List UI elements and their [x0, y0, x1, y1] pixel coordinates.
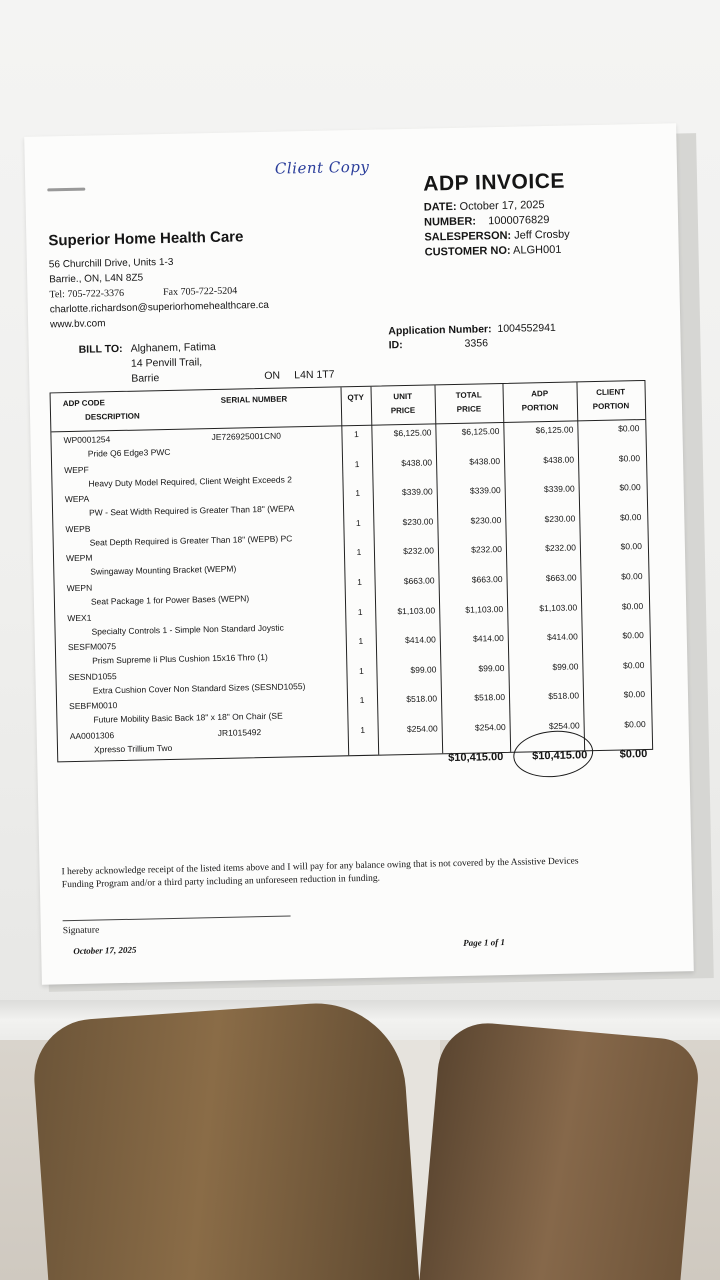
company-web: www.bv.com [50, 318, 106, 331]
cell-code: AA0001306 [69, 730, 115, 742]
invoice-date: October 17, 2025 [459, 199, 545, 213]
cell-code: WEPA [64, 493, 90, 505]
cell-adp: $1,103.00 [539, 602, 578, 613]
cell-code: WP0001254 [63, 434, 111, 446]
cell-desc: Xpresso Trillium Two [93, 742, 173, 755]
invoice-table [50, 380, 654, 762]
acknowledgement-text: I hereby acknowledge receipt of the listed items above and I will pay for any balance owing that is not covered by the Assistive Devices Funding Program and/or a third party including an unforeseen reduction in funding. [61, 856, 579, 891]
cell-unit: $414.00 [404, 634, 436, 646]
company-fax: Fax 705-722-5204 [162, 285, 238, 299]
cell-client: $0.00 [623, 689, 646, 700]
header-client-2: PORTION [592, 401, 630, 412]
application-id: 3356 [464, 337, 489, 350]
cell-qty: 1 [360, 724, 366, 736]
cell-code: SEBFM0010 [69, 700, 118, 712]
adp-total: $10,415.00 [532, 749, 588, 763]
cell-unit: $254.00 [406, 723, 438, 735]
cell-qty: 1 [355, 517, 361, 528]
footer-date: October 17, 2025 [73, 944, 137, 957]
header-adp-1: ADP [531, 389, 549, 399]
cell-unit: $339.00 [401, 486, 433, 498]
id-label: ID: [388, 339, 403, 352]
cell-adp: $414.00 [546, 631, 578, 643]
cell-adp: $438.00 [543, 454, 575, 465]
cell-client: $0.00 [618, 423, 640, 434]
handwritten-note: Client Copy [274, 157, 370, 178]
cell-total: $6,125.00 [461, 426, 500, 437]
cell-qty: 1 [359, 695, 365, 706]
footer-page: Page 1 of 1 [463, 937, 506, 948]
cell-client: $0.00 [620, 541, 643, 552]
salesperson-label: SALESPERSON: [424, 229, 512, 244]
invoice-meta [424, 198, 571, 261]
cell-adp: $518.00 [548, 690, 580, 702]
salesperson: Jeff Crosby [514, 228, 570, 242]
company-tel: Tel: 705-722-3376 [49, 287, 125, 301]
cell-unit: $230.00 [402, 516, 434, 527]
leg-right [419, 1019, 702, 1280]
cell-desc: Specialty Controls 1 - Simple Non Standard Joystic [91, 622, 284, 637]
cell-unit: $6,125.00 [393, 427, 432, 439]
header-adp-2: PORTION [521, 402, 559, 413]
cell-code: WEPN [66, 582, 93, 594]
cell-qty: 1 [354, 458, 360, 469]
bill-to-city: Barrie [131, 372, 160, 385]
company-block [48, 228, 269, 333]
cell-code: SESND1055 [68, 670, 117, 682]
leg-left [30, 997, 419, 1280]
cell-adp: $339.00 [543, 483, 575, 495]
cell-total: $232.00 [471, 544, 503, 556]
header-adp-code: ADP CODE [62, 398, 105, 409]
cell-adp: $99.00 [552, 661, 579, 672]
company-address1: 56 Churchill Drive, Units 1-3 [48, 256, 174, 271]
cell-unit: $1,103.00 [397, 605, 436, 616]
company-email: charlotte.richardson@superiorhomehealthcare.ca [49, 299, 270, 316]
cell-adp: $232.00 [545, 542, 577, 554]
staple-mark [47, 188, 85, 192]
number-label: NUMBER: [423, 215, 477, 229]
cell-total: $254.00 [474, 721, 506, 733]
cell-desc: Seat Package 1 for Power Bases (WEPN) [90, 593, 250, 607]
cell-serial: JR1015492 [217, 727, 262, 738]
cell-total: $339.00 [469, 485, 501, 496]
cell-unit: $99.00 [410, 664, 437, 675]
cell-client: $0.00 [619, 482, 641, 493]
cell-client: $0.00 [623, 659, 645, 671]
cell-total: $230.00 [470, 514, 502, 526]
cell-desc: Pride Q6 Edge3 PWC [87, 446, 171, 459]
cell-qty: 1 [358, 636, 364, 647]
cell-desc: Prism Supreme Ii Plus Cushion 15x16 Thro (1) [92, 652, 268, 666]
cell-desc: PW - Seat Width Required is Greater Than 18" (WEPA [88, 503, 295, 518]
cell-unit: $518.00 [406, 693, 438, 705]
cell-desc: Heavy Duty Model Required, Client Weight Exceeds 2 [88, 473, 292, 489]
header-unit-2: PRICE [390, 405, 416, 416]
cell-total: $663.00 [471, 574, 503, 585]
cell-qty: 1 [357, 606, 363, 617]
header-description: DESCRIPTION [84, 411, 140, 422]
cell-code: WEX1 [67, 612, 92, 623]
bill-to-street: 14 Penvill Trail, [130, 356, 203, 370]
cell-desc: Seat Depth Required is Greater Than 18" (WEPB) PC [89, 533, 293, 548]
cell-qty: 1 [356, 547, 362, 558]
bill-to-postal: L4N 1T7 [294, 368, 335, 382]
cell-desc: Future Mobility Basic Back 18" x 18" On Chair (SE [93, 711, 283, 725]
cell-adp: $663.00 [545, 572, 577, 584]
cell-qty: 1 [357, 576, 363, 588]
cell-unit: $438.00 [401, 457, 433, 468]
header-serial: SERIAL NUMBER [220, 394, 288, 405]
invoice-paper [24, 123, 694, 984]
company-address2: Barrie., ON, L4N 8Z5 [49, 272, 144, 286]
cell-client: $0.00 [624, 719, 646, 730]
cell-adp: $230.00 [544, 513, 576, 524]
cell-code: WEPM [65, 552, 93, 564]
header-total-1: TOTAL [455, 390, 482, 400]
cell-desc: Swingaway Mounting Bracket (WEPM) [90, 563, 237, 578]
cell-total: $438.00 [469, 455, 501, 467]
client-total: $0.00 [619, 748, 648, 761]
cell-client: $0.00 [621, 600, 644, 612]
customer-no-label: CUSTOMER NO: [424, 244, 511, 259]
cell-code: SESFM0075 [67, 641, 117, 653]
cell-serial: JE726925001CN0 [211, 430, 282, 443]
cell-qty: 1 [358, 665, 364, 676]
bill-to-label: BILL TO: [78, 342, 123, 356]
cell-code: WEPF [64, 464, 89, 475]
cell-code: WEPB [65, 523, 91, 534]
date-label: DATE: [423, 200, 457, 214]
invoice-title: ADP INVOICE [423, 169, 566, 196]
cell-client: $0.00 [621, 571, 643, 582]
header-unit-1: UNIT [393, 391, 413, 402]
company-name: Superior Home Health Care [48, 228, 244, 250]
cell-adp: $254.00 [548, 720, 580, 732]
header-total-2: PRICE [456, 404, 482, 414]
cell-client: $0.00 [618, 452, 641, 464]
signature-label: Signature [62, 925, 100, 937]
cell-total: $414.00 [472, 633, 504, 644]
signature-line [63, 916, 291, 922]
bill-to-province: ON [264, 369, 281, 382]
cell-unit: $663.00 [403, 575, 435, 587]
cell-desc: Extra Cushion Cover Non Standard Sizes (SESND1055) [92, 680, 306, 696]
cell-unit: $232.00 [403, 545, 435, 557]
application-number: 1004552941 [497, 321, 556, 336]
cell-qty: 1 [355, 488, 361, 499]
cell-client: $0.00 [622, 630, 644, 641]
cell-qty: 1 [354, 428, 359, 440]
cell-client: $0.00 [619, 511, 642, 523]
customer-no: ALGH001 [512, 243, 562, 257]
cell-total: $1,103.00 [465, 603, 504, 615]
cell-adp: $6,125.00 [535, 424, 574, 436]
application-block [388, 322, 556, 352]
invoice-number: 1000076829 [488, 213, 550, 228]
header-qty: QTY [347, 392, 365, 403]
bill-to-name: Alghanem, Fatima [130, 340, 216, 355]
application-number-label: Application Number: [388, 323, 492, 338]
header-client-1: CLIENT [596, 387, 626, 397]
cell-total: $99.00 [478, 662, 505, 674]
cell-total: $518.00 [474, 692, 506, 704]
grand-total: $10,415.00 [448, 751, 504, 765]
